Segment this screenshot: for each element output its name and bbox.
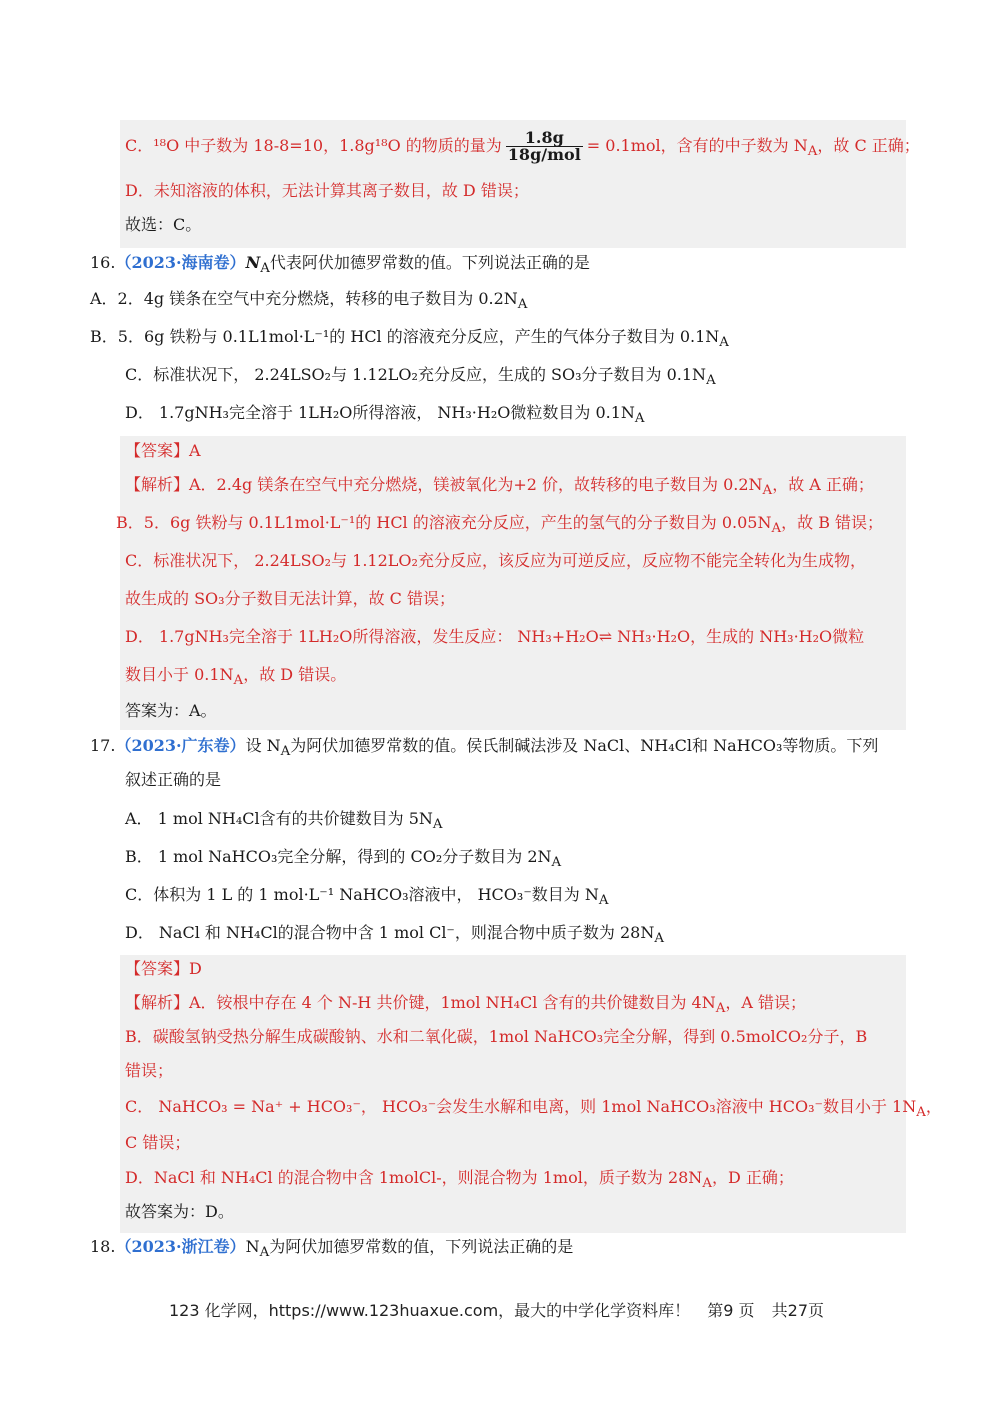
page-footer [0,1298,993,1321]
q17-explain-1: 【解析】A．铵根中存在 4 个 N-H 共价键，1mol NH₄Cl 含有的共价键数目为 $4N_A$，A 错误； [125,993,807,1017]
footer-total: 共27页 [771,1301,825,1320]
q17-final-answer: 故答案为：D。 [125,1202,234,1221]
fraction: $\frac{1.8g}{\text{18g/mol}}$ [507,128,581,164]
q16-explain-1: 【解析】A．2.4g 镁条在空气中充分燃烧，镁被氧化为+2 价，故转移的电子数目为 $0.2N_A$，故 A 正确； [125,475,874,499]
q17-explain-3: 错误； [125,1061,174,1080]
q16-final-answer: 答案为：A。 [125,701,217,720]
q16-option-c: C．标准状况下， 2.24LSO₂与 1.12LO₂充分反应，生成的 SO₃分子数目为 $0.1N_A$ [125,365,716,389]
q16-explain-3: C．标准状况下， 2.24LSO₂与 1.12LO₂充分反应，该反应为可逆反应，反应物不能完全转化为生成物， [125,551,866,570]
q16-explain-2: B．5．6g 铁粉与 0.1L1mol·L⁻¹的 HCl 的溶液充分反应，产生的氢气的分子数目为 $0.05N_A$，故 B 错误； [116,513,884,537]
q16-option-a: A．2．4g 镁条在空气中充分燃烧，转移的电子数目为 $0.2N_A$ [90,289,528,313]
q15-option-d-explain: D．未知溶液的体积，无法计算其离子数目，故 D 错误； [125,181,529,200]
q16-option-b: B．5．6g 铁粉与 0.1L1mol·L⁻¹的 HCl 的溶液充分反应，产生的气体分子数目为 $0.1N_A$ [90,327,729,351]
q15-option-c-explain: C．¹⁸O 中子数为 18-8=10，1.8g¹⁸O 的物质的量为 $\frac{1.8g}{\text{18g/mol}}$ = 0.1mol，含有的中子数为 $N_A$，故 C 正确； [125,128,920,164]
q18-source: （2023·浙江卷） [115,1237,246,1256]
q17-option-a: A． 1 mol NH₄Cl含有的共价键数目为 $5N_A$ [125,809,443,833]
q17-option-c: C．体积为 1 L 的 1 mol·L⁻¹ NaHCO₃溶液中， HCO₃⁻数目为 $N_A$ [125,885,609,909]
q17-option-b: B． 1 mol NaHCO₃完全分解，得到的 CO₂分子数目为 $2N_A$ [125,847,562,871]
q17-explain-5: C 错误； [125,1133,191,1152]
q16-explain-6: 数目小于 $0.1N_A$，故 D 错误。 [125,665,347,689]
q17-explain-4: C． NaHCO₃ = Na⁺ + HCO₃⁻， HCO₃⁻会发生水解和电离，则 1mol NaHCO₃溶液中 HCO₃⁻数目小于 $1N_A$， [125,1097,942,1121]
q17-stem-2: 叙述正确的是 [125,770,222,789]
footer-page: 第9 页 [707,1301,755,1320]
q17-explain-2: B．碳酸氢钠受热分解生成碳酸钠、水和二氧化碳，1mol NaHCO₃完全分解，得到 0.5molCO₂分子，B [125,1027,868,1046]
q16-stem: 16.（2023·海南卷）$N_A$代表阿伏加德罗常数的值。下列说法正确的是 [90,253,590,277]
q16-explain-4: 故生成的 SO₃分子数目无法计算，故 C 错误； [125,589,455,608]
q16-explain-5: D． 1.7gNH₃完全溶于 1LH₂O所得溶液，发生反应： NH₃+H₂O⇌ NH₃·H₂O，生成的 NH₃·H₂O微粒 [125,627,865,646]
footer-site: 123 化学网，https://www.123huaxue.com，最大的中学化学资料库！ [168,1301,691,1320]
q17-stem-1: 17.（2023·广东卷）设 $N_A$为阿伏加德罗常数的值。侯氏制碱法涉及 NaCl、NH₄Cl和 NaHCO₃等物质。下列 [90,736,879,760]
q18-stem: 18.（2023·浙江卷）$N_A$为阿伏加德罗常数的值，下列说法正确的是 [90,1237,574,1261]
q17-explain-6: D．NaCl 和 NH₄Cl 的混合物中含 1molCl-，则混合物为 1mol，质子数为 $28N_A$，D 正确； [125,1168,794,1192]
q16-source: （2023·海南卷） [115,253,246,272]
q17-source: （2023·广东卷） [115,736,246,755]
q16-option-d: D． 1.7gNH₃完全溶于 1LH₂O所得溶液， NH₃·H₂O微粒数目为 $0.1N_A$ [125,403,645,427]
q17-answer: 【答案】D [125,959,202,978]
q16-answer: 【答案】A [125,441,201,460]
q17-option-d: D． NaCl 和 NH₄Cl的混合物中含 1 mol Cl⁻，则混合物中质子数为 $28N_A$ [125,923,664,947]
q15-final-answer: 故选：C。 [125,215,202,234]
